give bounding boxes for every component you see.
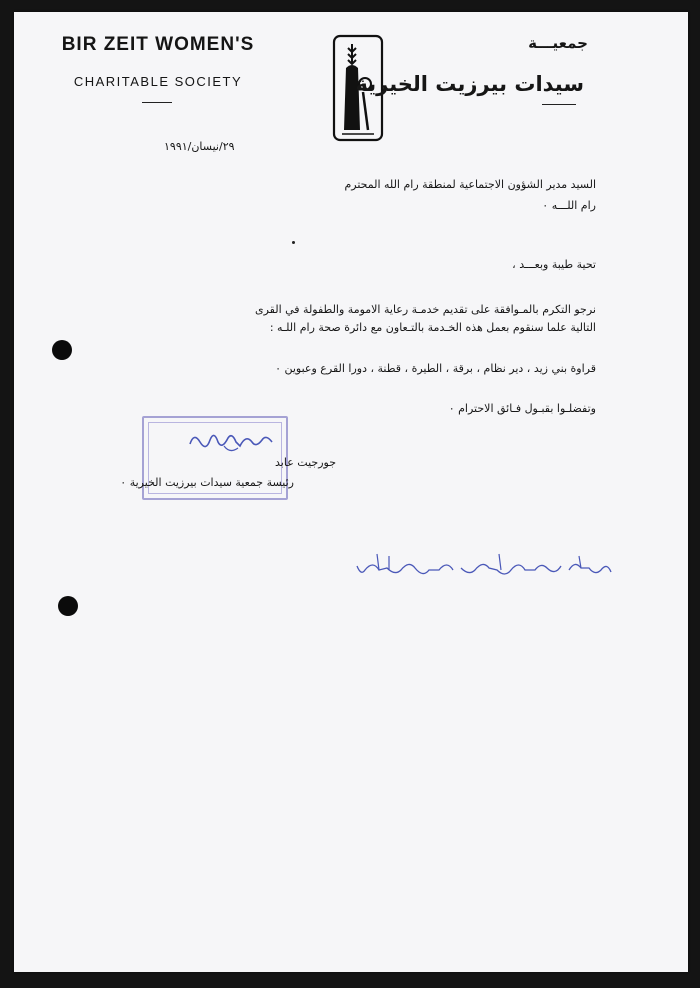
handwritten-copy-note [349, 548, 619, 588]
body-line-1: نرجو التكرم بالمـوافقة على تقديم خدمـة رعاية الامومة والطفولة في القرى [254, 303, 596, 316]
letterhead-english-subtitle: CHARITABLE SOCIETY [73, 74, 243, 89]
recipient-line-1: السيد مدير الشؤون الاجتماعية لمنطقة رام الله المحترم [344, 178, 596, 191]
punch-hole-lower [58, 596, 78, 616]
letterhead-arabic-name: سيدات بيرزيت الخيرية [355, 72, 584, 96]
letterhead-divider-left [142, 102, 172, 103]
greeting: تحية طيبة وبعـــد ، [512, 258, 596, 271]
letterhead-arabic-association: جمعيـــة [528, 34, 588, 52]
signatory-name: جورجيت عابد [275, 456, 336, 469]
villages-list: قراوة بني زيد ، دير نظام ، برقة ، الطيرة ، قطنة ، دورا القرع وعبوين ٠ [275, 362, 596, 375]
ink-speck [292, 241, 295, 244]
letter-date: ٢٩/نيسان/١٩٩١ [164, 140, 235, 153]
letter-page [14, 12, 688, 972]
recipient-line-2: رام اللـــه ٠ [542, 199, 596, 212]
signatory-title: رئيسة جمعية سيدات بيرزيت الخيرية ٠ [120, 476, 294, 489]
body-line-2: التالية علما سنقوم بعمل هذه الخـدمة بالتـعاون مع دائرة صحة رام اللـه : [269, 321, 596, 334]
letterhead-english-title: BIR ZEIT WOMEN'S [61, 34, 255, 55]
punch-hole-upper [52, 340, 72, 360]
closing-line: وتفضلـوا بقبـول فـائق الاحترام ٠ [448, 402, 596, 415]
letterhead-divider-right [542, 104, 576, 105]
handwritten-signature [184, 424, 279, 458]
